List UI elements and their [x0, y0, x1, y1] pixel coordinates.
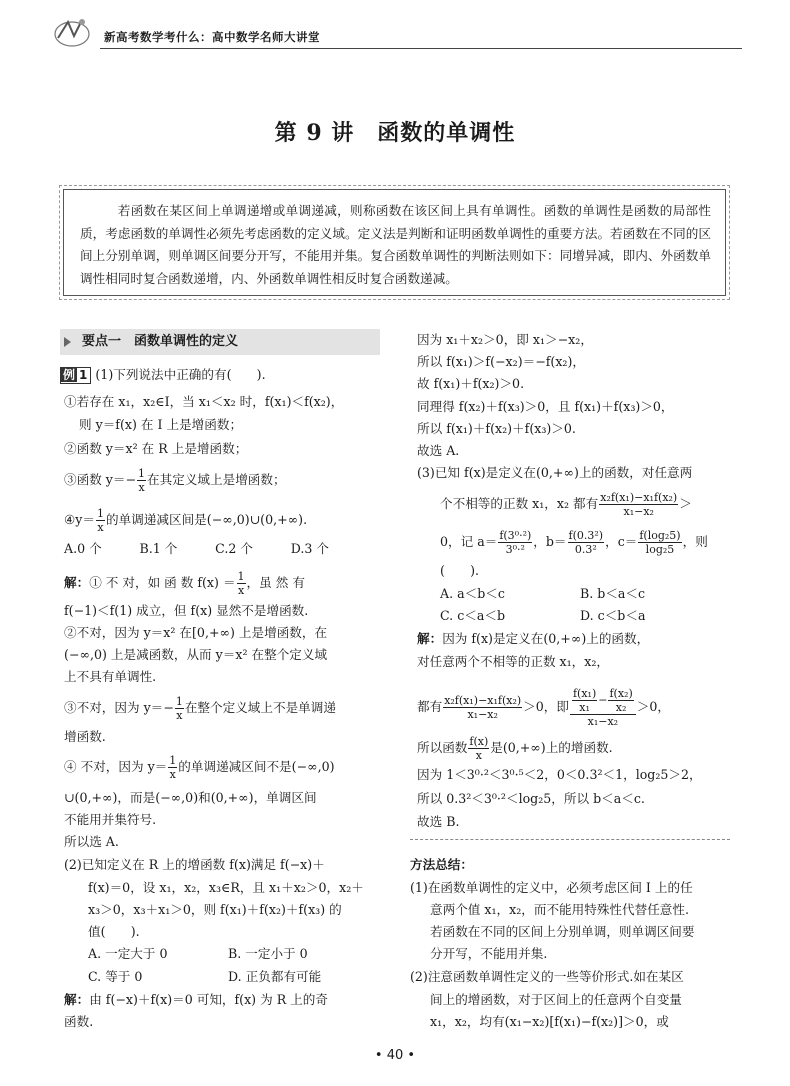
- solution-1-line9: ∪(0,+∞)，而是(−∞,0)和(0,+∞)，单调区间: [64, 790, 317, 805]
- solution-3-line6: 所以 0.3²＜3⁰·²＜log₂5，所以 b＜a＜c.: [417, 791, 645, 806]
- option-2a: A. 一定大于 0: [88, 946, 168, 961]
- solution-2-line2: 函数.: [64, 1014, 94, 1029]
- solution-1-line11: 所以选 A.: [64, 834, 119, 849]
- solution-1-line7: 增函数.: [64, 729, 106, 744]
- option-3c: C. c＜a＜b: [440, 608, 506, 623]
- header-rule: [100, 48, 742, 49]
- dashed-divider: [410, 839, 730, 840]
- summary-1b: 意两个值 x₁，x₂，而不能用特殊性代替任意性.: [430, 902, 689, 917]
- example-label: 例 1: [60, 367, 91, 384]
- statement-3: ③函数 y＝− $\frac{1}{x}$ 在其定义域上是增函数；: [64, 467, 286, 494]
- fraction: $\frac{\text{f(x₂)}}{\text{x₂}}$: [609, 687, 633, 714]
- right-line-6: 故选 A.: [417, 443, 460, 458]
- fraction: $\frac{\text{f(0.3²)}}{\text{0.3²}}$: [568, 529, 604, 556]
- right-line-5: 所以 f(x₁)＋f(x₂)＋f(x₃)＞0.: [417, 421, 576, 436]
- right-line-1: 因为 x₁＋x₂＞0，即 x₁＞−x₂，: [417, 332, 593, 347]
- fraction: $\frac{1}{x}$: [138, 467, 146, 494]
- statement-4: ④y＝ $\frac{1}{x}$ 的单调递减区间是(−∞,0)∪(0,+∞).: [64, 507, 308, 534]
- solution-3-line3: 都有 $\frac{\text{x₂f(x₁)−x₁f(x₂)}}{\text{x₁−x₂}}$ ＞0，即 $\frac{\text{f(x₁)}}{\text{x₁}}$ − $\frac{\text{f(x₂)}}{\text{x₂}}$ x₁−x₂ ＞0，: [417, 687, 670, 728]
- question-3b: 个不相等的正数 x₁，x₂ 都有 $\frac{\text{x₂f(x₁)−x₁f(x₂)}}{\text{x₁−x₂}}$ ＞: [440, 491, 692, 518]
- page-number: • 40 •: [374, 1048, 416, 1063]
- question-3d: ( ).: [440, 563, 480, 578]
- intro-box: 若函数在某区间上单调递增或单调递减，则称函数在该区间上具有单调性。函数的单调性是函数的局部性质，考虑函数的单调性必须先考虑函数的定义域。定义法是判断和证明函数单调性的重要方法。若函数在不同的区间上分别单调，则单调区间要分开写，不能用并集。复合函数单调性的判断法则如下：同增异减，即内、外函数单调性相同时复合函数递增，内、外函数单调性相反时复合函数递减。: [63, 189, 726, 296]
- question-2c: x₃＞0，x₃＋x₁＞0，则 f(x₁)＋f(x₂)＋f(x₃) 的: [88, 902, 342, 917]
- options-1: A.0 个 B.1 个 C.2 个 D.3 个: [64, 541, 329, 556]
- fraction: $\frac{\text{x₂f(x₁)−x₁f(x₂)}}{\text{x₁−x₂}}$: [444, 694, 522, 721]
- fraction: $\frac{1}{x}$: [169, 754, 177, 781]
- solution-1-line5: 上不具有单调性.: [64, 669, 157, 684]
- question-3c: 0，记 a＝ $\frac{\text{f(3⁰·²)}}{\text{3⁰·²}}$ ，b＝ $\frac{\text{f(0.3²)}}{\text{0.3²}}$ ，c＝ $\frac{\text{f(log₂5)}}{\text{log₂5}}$ ，则: [440, 529, 708, 556]
- running-header: 新高考数学考什么：高中数学名师大讲堂: [104, 30, 320, 44]
- option-3b: B. b＜a＜c: [580, 586, 646, 601]
- summary-title: 方法总结：: [410, 857, 473, 872]
- summary-2b: 间上的增函数，对于区间上的任意两个自变量: [430, 992, 682, 1007]
- summary-1a: (1)在函数单调性的定义中，必须考虑区间 I 上的任: [410, 880, 693, 895]
- question-2b: f(x)＝0，设 x₁，x₂，x₃∈R，且 x₁＋x₂＞0，x₂＋: [88, 880, 364, 895]
- solution-3-line2: 对任意两个不相等的正数 x₁，x₂，: [417, 654, 610, 669]
- summary-2c: x₁，x₂，均有(x₁−x₂)[f(x₁)−f(x₂)]＞0，或: [430, 1014, 669, 1029]
- question-1-line: [60, 366, 266, 384]
- publisher-logo-icon: [52, 16, 92, 48]
- fraction: $\frac{\text{f(3⁰·²)}}{\text{3⁰·²}}$: [499, 529, 532, 556]
- section-arrow-icon: [64, 337, 71, 347]
- statement-1a: ①若存在 x₁，x₂∈I，当 x₁＜x₂ 时，f(x₁)＜f(x₂)，: [64, 394, 344, 409]
- fraction: $\frac{\text{x₂f(x₁)−x₁f(x₂)}}{\text{x₁−x₂}}$: [600, 491, 678, 518]
- solution-3-line4: 所以函数 $\frac{f(x)}{x}$ 是(0,+∞)上的增函数.: [417, 735, 613, 762]
- question-2d: 值( ).: [88, 924, 140, 939]
- right-line-2: 所以 f(x₁)＞f(−x₂)＝−f(x₂)，: [417, 354, 585, 369]
- fraction: $\frac{1}{x}$: [97, 507, 104, 534]
- solution-1-line8: ④ 不对，因为 y＝ $\frac{1}{x}$ 的单调递减区间不是(−∞,0): [64, 754, 335, 781]
- question-1: (1)下列说法中正确的有( ).: [95, 367, 266, 382]
- solution-1-line10: 不能用并集符号.: [64, 812, 157, 827]
- fraction: $\frac{\text{f(x₁)}}{\text{x₁}}$: [572, 687, 597, 714]
- chapter-title: 第 9 讲 函数的单调性: [274, 120, 516, 146]
- option-2c: C. 等于 0: [88, 969, 143, 984]
- fraction: $\frac{1}{x}$: [237, 570, 245, 597]
- solution-3-line1: 解：因为 f(x)是定义在(0,+∞)上的函数，: [417, 631, 650, 646]
- summary-1d: 分开写，不能用并集.: [430, 946, 548, 961]
- option-2b: B. 一定小于 0: [228, 946, 308, 961]
- question-2a: (2)已知定义在 R 上的增函数 f(x)满足 f(−x)＋: [64, 857, 325, 872]
- nested-fraction: $\frac{\text{f(x₁)}}{\text{x₁}}$ − $\frac{\text{f(x₂)}}{\text{x₂}}$ x₁−x₂: [570, 687, 636, 728]
- summary-1c: 若函数在不同的区间上分别单调，则单调区间要: [430, 924, 695, 939]
- solution-1-line4: (−∞,0) 上是减函数，从而 y＝x² 在整个定义域: [64, 647, 328, 662]
- right-line-4: 同理得 f(x₂)＋f(x₃)＞0，且 f(x₁)＋f(x₃)＞0，: [417, 399, 674, 414]
- solution-1-line6: ③不对，因为 y＝− $\frac{1}{x}$ 在整个定义域上不是单调递: [64, 695, 336, 722]
- section-title: 要点一 函数单调性的定义: [82, 334, 239, 349]
- right-line-3: 故 f(x₁)＋f(x₂)＞0.: [417, 376, 525, 391]
- solution-1-line1: 解：① 不 对，如 函 数 f(x) ＝ $\frac{1}{x}$ ，虽 然 有: [64, 570, 305, 597]
- option-3d: D. c＜b＜a: [580, 608, 646, 623]
- option-2d: D. 正负都有可能: [228, 969, 322, 984]
- solution-1-line3: ②不对，因为 y＝x² 在[0,+∞) 上是增函数，在: [64, 625, 328, 640]
- summary-2a: (2)注意函数单调性定义的一些等价形式.如在某区: [410, 969, 684, 984]
- section-header: [60, 329, 380, 355]
- solution-3-line7: 故选 B.: [417, 814, 460, 829]
- statement-2: ②函数 y＝x² 在 R 上是增函数；: [64, 441, 248, 456]
- fraction: $\frac{f(x)}{x}$: [469, 735, 489, 762]
- question-3a: (3)已知 f(x)是定义在(0,+∞)上的函数，对任意两: [417, 465, 693, 480]
- solution-3-line5: 因为 1＜3⁰·²＜3⁰·⁵＜2，0＜0.3²＜1，log₂5＞2，: [417, 767, 702, 782]
- statement-1b: 则 y＝f(x) 在 I 上是增函数；: [79, 417, 243, 432]
- solution-1-line2: f(−1)＜f(1) 成立，但 f(x) 显然不是增函数.: [64, 603, 309, 618]
- fraction: $\frac{1}{x}$: [175, 695, 183, 722]
- fraction: $\frac{\text{f(log₂5)}}{\text{log₂5}}$: [639, 529, 681, 556]
- option-3a: A. a＜b＜c: [440, 586, 505, 601]
- solution-2-line1: 解：由 f(−x)＋f(x)＝0 可知，f(x) 为 R 上的奇: [64, 992, 328, 1007]
